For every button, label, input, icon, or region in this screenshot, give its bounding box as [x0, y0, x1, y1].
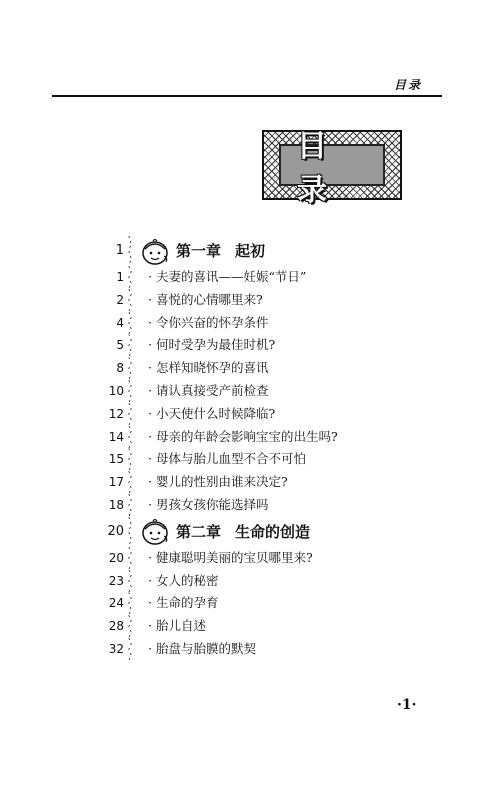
bullet: ·	[148, 595, 152, 611]
bullet: ·	[148, 405, 152, 421]
leader-wave	[126, 615, 134, 638]
bullet: ·	[148, 382, 152, 398]
bullet: ·	[148, 451, 152, 467]
entry-page-number: 12	[108, 406, 124, 421]
entry-title: 令你兴奋的怀孕条件	[155, 314, 269, 330]
entry-title: 何时受孕为最佳时机?	[155, 337, 276, 353]
entry-page-number: 24	[108, 596, 124, 611]
entry-title: 生命的孕育	[155, 595, 219, 611]
entry-title: 夫妻的喜讯——妊娠“节日”	[155, 269, 307, 284]
entry-page-number: 8	[116, 361, 124, 376]
bullet: ·	[148, 314, 152, 330]
bullet: ·	[148, 269, 152, 284]
bullet: ·	[148, 640, 152, 656]
toc-entry[interactable]	[100, 638, 400, 661]
leader-wave	[126, 517, 134, 547]
leader-wave	[126, 289, 134, 312]
baby-face-icon	[140, 238, 170, 266]
entry-title: 小天使什么时候降临?	[155, 405, 276, 421]
toc-entry[interactable]	[100, 570, 400, 593]
chapter-title: 起初	[235, 242, 266, 260]
title-plate	[279, 129, 385, 208]
leader-wave	[126, 471, 134, 494]
chapter-label: 第一章	[176, 242, 222, 260]
chapter-heading	[140, 236, 265, 266]
leader-wave	[126, 448, 134, 471]
toc-entry[interactable]	[100, 426, 400, 449]
chapter-title: 生命的创造	[235, 522, 311, 541]
entry-title: 女人的秘密	[155, 572, 219, 588]
entry-title: 请认真接受产前检查	[155, 382, 269, 398]
entry-page-number: 14	[108, 429, 124, 444]
chapter-row-2[interactable]	[100, 517, 400, 547]
entry-page-number: 32	[108, 641, 124, 656]
bullet: ·	[148, 428, 152, 444]
entry-title: 婴儿的性别由谁来决定?	[155, 474, 288, 490]
entry-title: 喜悦的心情哪里来?	[155, 291, 263, 307]
leader-wave	[126, 357, 134, 380]
entry-title: 母亲的年龄会影响宝宝的出生吗?	[155, 428, 338, 444]
entry-title: 怎样知晓怀孕的喜讯	[155, 360, 269, 376]
leader-wave	[126, 403, 134, 426]
title-frame	[262, 129, 402, 208]
leader-wave	[126, 380, 134, 403]
chapter-page-number: 1	[115, 243, 124, 258]
leader-wave	[126, 334, 134, 357]
leader-wave	[126, 426, 134, 449]
toc-entry[interactable]	[100, 312, 400, 335]
entry-page-number: 4	[116, 315, 124, 330]
chapter-label: 第二章	[176, 522, 222, 541]
entry-page-number: 15	[108, 452, 124, 467]
bullet: ·	[148, 360, 152, 376]
leader-wave	[126, 592, 134, 615]
entry-page-number: 28	[108, 619, 124, 634]
toc-entry[interactable]	[100, 592, 400, 615]
toc-entry[interactable]	[100, 266, 400, 289]
bullet: ·	[148, 618, 152, 634]
entry-page-number: 10	[108, 383, 124, 398]
bullet: ·	[148, 291, 152, 307]
entry-page-number: 18	[108, 497, 124, 512]
chapter-heading	[140, 517, 310, 547]
page-number: ·1·	[397, 697, 417, 713]
toc-entry[interactable]	[100, 334, 400, 357]
running-head: 目录	[393, 78, 422, 92]
leader-wave	[126, 494, 134, 517]
page-title: 目录	[297, 129, 343, 208]
chapter-page-number: 20	[107, 523, 124, 539]
entry-page-number: 2	[116, 292, 124, 307]
toc-entry[interactable]	[100, 357, 400, 380]
leader-wave	[126, 570, 134, 593]
entry-page-number: 1	[116, 270, 124, 284]
bullet: ·	[148, 572, 152, 588]
toc-entry[interactable]	[100, 471, 400, 494]
toc-entry[interactable]	[100, 547, 400, 570]
entry-title: 母体与胎儿血型不合不可怕	[155, 451, 306, 467]
leader-wave	[126, 312, 134, 335]
leader-wave	[126, 236, 134, 266]
entry-page-number: 17	[108, 475, 124, 490]
toc-entry[interactable]	[100, 615, 400, 638]
leader-wave	[126, 266, 134, 289]
entry-title: 男孩女孩你能选择吗	[155, 496, 269, 512]
leader-wave	[126, 547, 134, 570]
entry-title: 胎儿自述	[155, 618, 206, 634]
header-rule	[52, 95, 442, 97]
entry-title: 胎盘与胎膜的默契	[155, 640, 256, 656]
bullet: ·	[148, 337, 152, 353]
toc-entry[interactable]	[100, 448, 400, 471]
bullet: ·	[148, 549, 152, 565]
entry-title: 健康聪明美丽的宝贝哪里来?	[155, 549, 313, 565]
leader-wave	[126, 638, 134, 661]
toc-entry[interactable]	[100, 494, 400, 517]
entry-page-number: 5	[116, 338, 124, 353]
bullet: ·	[148, 474, 152, 490]
entry-page-number: 23	[108, 573, 124, 588]
toc-entry[interactable]	[100, 403, 400, 426]
toc-entry[interactable]	[100, 380, 400, 403]
chapter-row-1[interactable]	[100, 236, 400, 266]
table-of-contents	[100, 236, 400, 661]
entry-page-number: 20	[108, 550, 124, 565]
bullet: ·	[148, 496, 152, 512]
baby-face-icon	[140, 518, 170, 546]
toc-entry[interactable]	[100, 289, 400, 312]
